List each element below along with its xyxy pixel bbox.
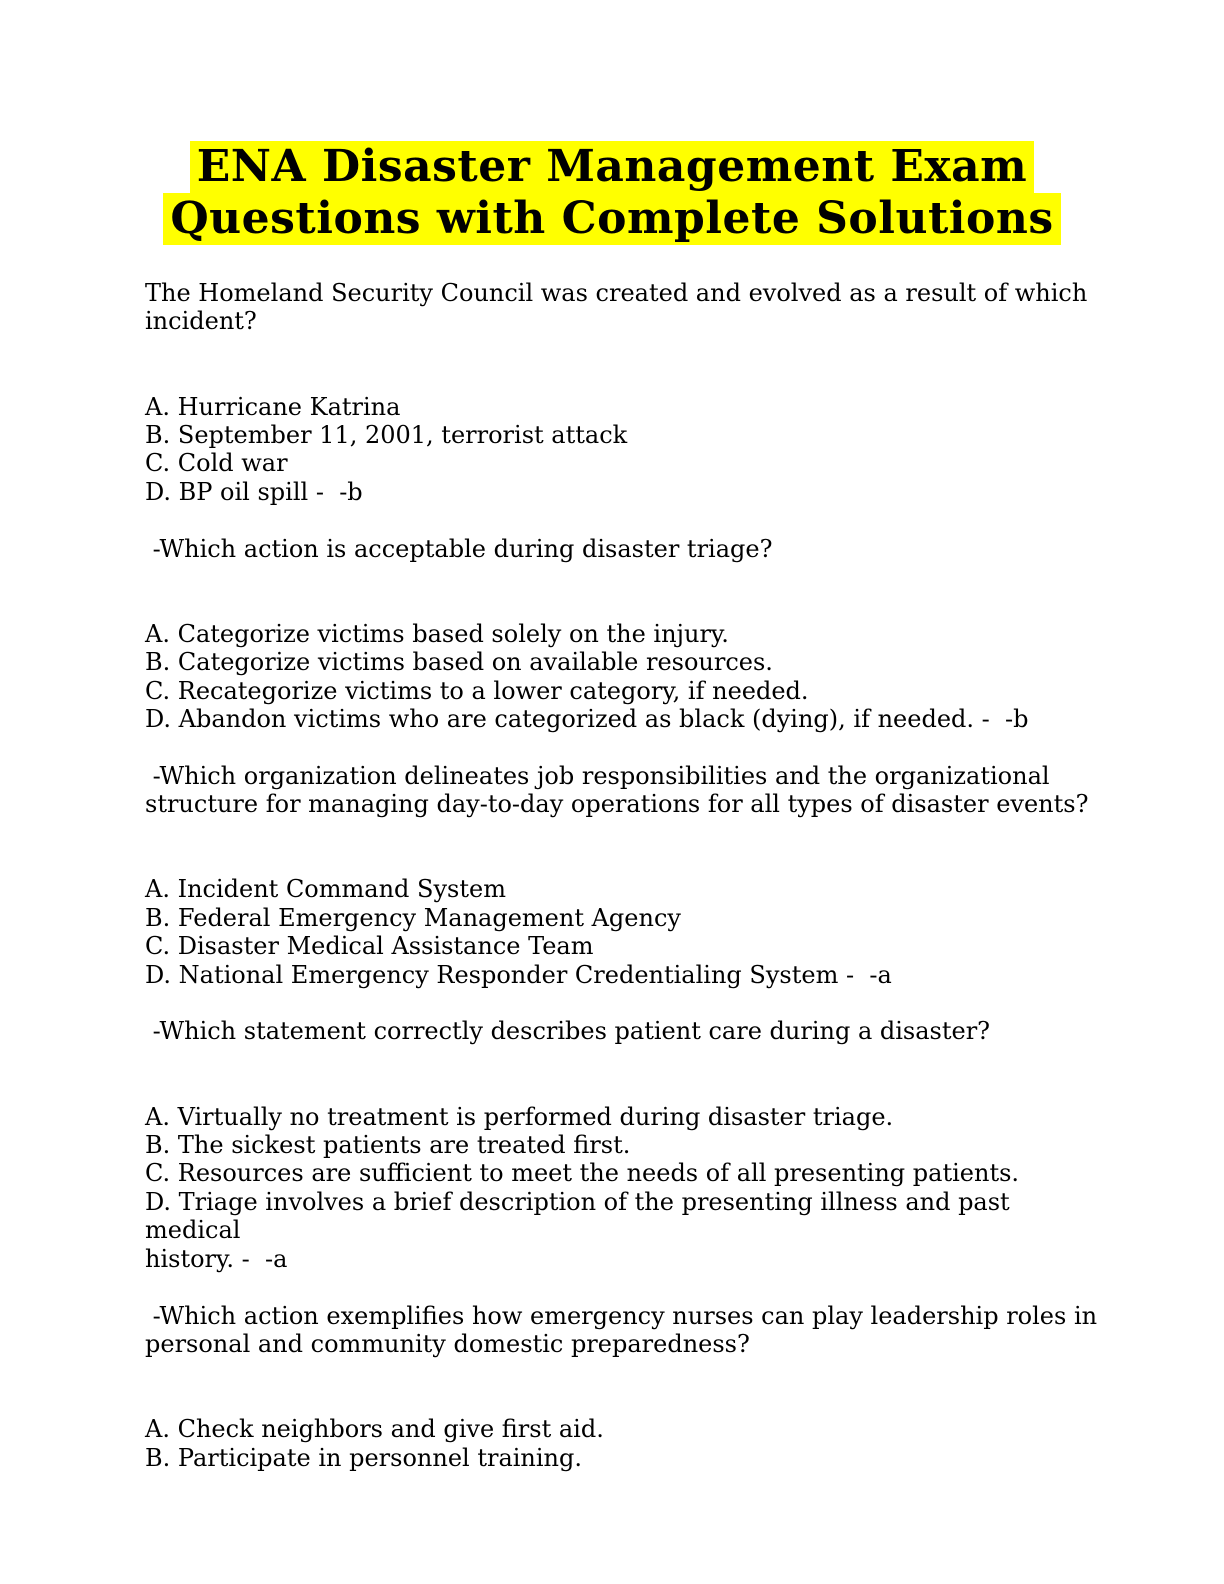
option-line: B. Participate in personnel training. <box>145 1443 583 1472</box>
option-line: C. Cold war <box>145 449 288 478</box>
question-block <box>145 762 1104 819</box>
question-line: structure for managing day-to-day operations for all types of disaster events? <box>145 790 1089 819</box>
question-line: -Which organization delineates job responsibilities and the organizational <box>145 761 1050 790</box>
option-line: D. Abandon victims who are categorized as black (dying), if needed. - -b <box>145 705 1029 734</box>
option-line: A. Incident Command System <box>145 875 506 904</box>
title-highlight-2 <box>163 193 1060 245</box>
question-block <box>145 1017 1104 1045</box>
question-line: incident? <box>145 307 257 336</box>
options-block <box>145 393 1104 507</box>
document-title <box>0 0 1224 245</box>
option-line: B. The sickest patients are treated first. <box>145 1131 631 1160</box>
question-block <box>145 1302 1104 1359</box>
question-line: -Which statement correctly describes patient care during a disaster? <box>145 1017 991 1046</box>
option-line: A. Virtually no treatment is performed during disaster triage. <box>145 1102 894 1131</box>
title-line-2 <box>0 193 1224 245</box>
option-line: A. Categorize victims based solely on the injury. <box>145 619 729 648</box>
option-line: A. Check neighbors and give first aid. <box>145 1415 604 1444</box>
options-block <box>145 1103 1104 1273</box>
title-text-1: ENA Disaster Management Exam <box>196 141 1028 192</box>
option-line: D. BP oil spill - -b <box>145 477 363 506</box>
option-line: B. September 11, 2001, terrorist attack <box>145 421 628 450</box>
title-text-2: Questions with Complete Solutions <box>170 193 1054 244</box>
option-line: C. Disaster Medical Assistance Team <box>145 932 594 961</box>
title-highlight-1 <box>190 141 1034 193</box>
title-line-1 <box>0 141 1224 193</box>
options-block <box>145 875 1104 989</box>
question-block <box>145 535 1104 563</box>
option-line: C. Resources are sufficient to meet the needs of all presenting patients. <box>145 1159 1020 1188</box>
option-line: history. - -a <box>145 1244 288 1273</box>
options-block <box>145 1415 1104 1472</box>
question-line: The Homeland Security Council was created and evolved as a result of which <box>145 279 1088 307</box>
option-line: B. Categorize victims based on available resources. <box>145 648 773 677</box>
option-line: C. Recategorize victims to a lower category, if needed. <box>145 676 809 705</box>
option-line: D. National Emergency Responder Credentialing System - -a <box>145 960 892 989</box>
options-block <box>145 620 1104 734</box>
option-line: A. Hurricane Katrina <box>145 392 401 421</box>
question-line: -Which action exemplifies how emergency nurses can play leadership roles in <box>145 1301 1098 1330</box>
document-body <box>145 279 1104 1472</box>
question-line: -Which action is acceptable during disaster triage? <box>145 534 773 563</box>
option-line: B. Federal Emergency Management Agency <box>145 903 681 932</box>
question-line: personal and community domestic preparedness? <box>145 1329 750 1358</box>
question-block <box>145 279 1104 336</box>
option-line: D. Triage involves a brief description of the presenting illness and past medical <box>145 1187 1018 1245</box>
